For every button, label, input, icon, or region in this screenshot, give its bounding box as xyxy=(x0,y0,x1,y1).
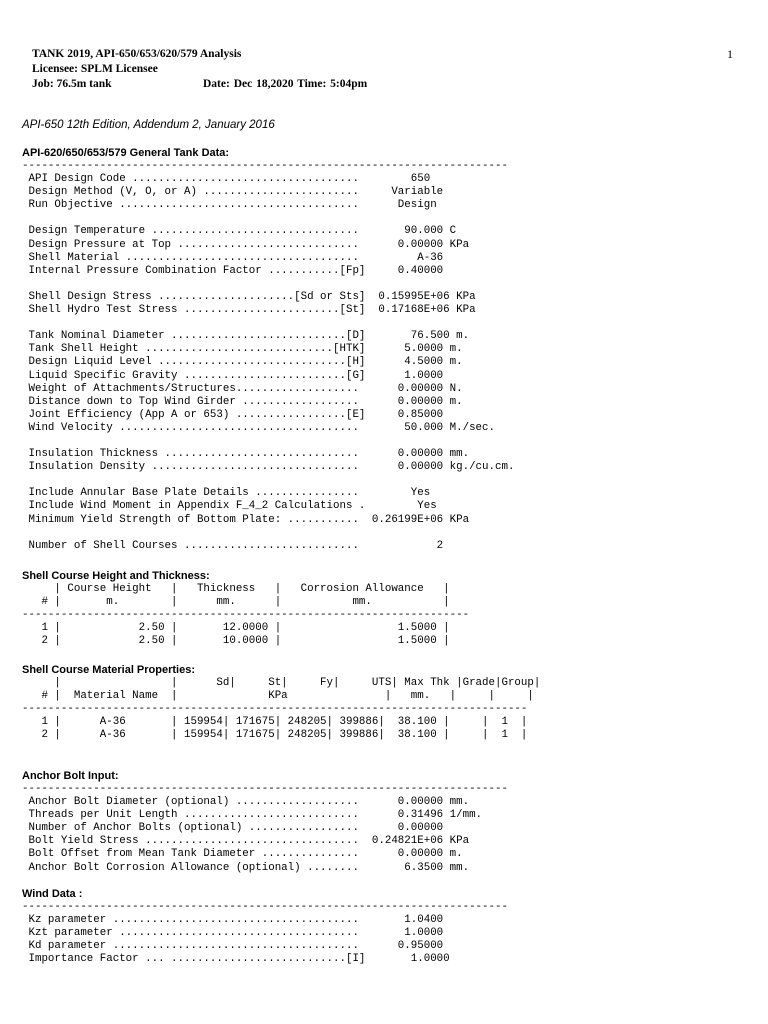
report-line: Include Annular Base Plate Details ................ Yes xyxy=(22,487,431,500)
report-line: Importance Factor ... ...........................[I] 1.0000 xyxy=(22,953,450,966)
report-line: Insulation Thickness .............................. 0.00000 mm. xyxy=(22,448,470,461)
report-line xyxy=(22,474,514,487)
report-line: Joint Efficiency (App A or 653) .................[E] 0.85000 xyxy=(22,408,444,421)
api-edition-note: API-650 12th Edition, Addendum 2, January 2016 xyxy=(22,119,275,131)
general-tank-data-heading: API-620/650/653/579 General Tank Data: xyxy=(22,147,230,159)
report-line: Insulation Density ................................ 0.00000 kg./cu.cm. xyxy=(22,461,515,474)
shell-material-heading: Shell Course Material Properties: xyxy=(22,664,195,676)
report-title: TANK 2019, API-650/653/620/579 Analysis xyxy=(32,48,242,60)
report-line: Anchor Bolt Diameter (optional) ................... 0.00000 mm. xyxy=(22,796,470,809)
licensee-line: Licensee: SPLM Licensee xyxy=(32,63,158,75)
report-line: Shell Material .................................... A-36 xyxy=(22,251,444,264)
report-line: API Design Code ................................... 650 xyxy=(22,173,431,186)
report-line: Kzt parameter ..................................... 1.0000 xyxy=(22,927,444,940)
separator-line: --------------------------------------------------------------------------- xyxy=(22,783,508,795)
report-line: Minimum Yield Strength of Bottom Plate: ........... 0.26199E+06 KPa xyxy=(22,513,470,526)
anchor-bolt-block xyxy=(22,783,508,875)
shell-course-height-heading: Shell Course Height and Thickness: xyxy=(22,570,210,582)
report-line: Anchor Bolt Corrosion Allowance (optional) ........ 6.3500 mm. xyxy=(22,861,470,874)
report-line xyxy=(22,278,514,291)
wind-data-heading: Wind Data : xyxy=(22,888,83,900)
report-line: Wind Velocity ..................................... 50.000 M./sec. xyxy=(22,421,495,434)
report-line: 2 | A-36 | 159954| 171675| 248205| 399886| 38.100 | | 1 | xyxy=(22,729,528,742)
shell-material-table xyxy=(22,677,540,742)
report-line: Design Temperature ................................ 90.000 C xyxy=(22,225,457,238)
separator-line: --------------------------------------------------------------------- xyxy=(22,609,470,622)
report-line: Number of Anchor Bolts (optional) ................. 0.00000 xyxy=(22,822,444,835)
report-line: Shell Design Stress .....................[Sd or Sts] 0.15995E+06 KPa xyxy=(22,290,476,303)
report-line xyxy=(22,527,514,540)
job-name: Job: 76.5m tank xyxy=(32,78,112,90)
report-line: Design Method (V, O, or A) ........................ Variable xyxy=(22,186,444,199)
report-line: Include Wind Moment in Appendix F_4_2 Calculations . Yes xyxy=(22,500,437,513)
report-line: Run Objective ..................................... Design xyxy=(22,199,437,212)
report-line: 1 | 2.50 | 12.0000 | 1.5000 | xyxy=(22,622,450,635)
report-line: 2 | 2.50 | 10.0000 | 1.5000 | xyxy=(22,635,450,648)
report-line: | Course Height | Thickness | Corrosion Allowance | xyxy=(22,583,450,595)
report-line: 1 | A-36 | 159954| 171675| 248205| 399886| 38.100 | | 1 | xyxy=(22,716,528,729)
report-line xyxy=(22,212,514,225)
wind-data-block xyxy=(22,901,508,966)
report-line: Kd parameter ...................................... 0.95000 xyxy=(22,940,444,953)
report-line: Shell Hydro Test Stress ........................[St] 0.17168E+06 KPa xyxy=(22,304,476,317)
separator-line: ------------------------------------------------------------------------------ xyxy=(22,703,528,716)
report-line: Tank Shell Height .............................[HTK] 5.0000 m. xyxy=(22,343,463,356)
report-line: Liquid Specific Gravity .........................[G] 1.0000 xyxy=(22,369,444,382)
report-line: # | Material Name | KPa | mm. | | | xyxy=(22,690,534,703)
report-line xyxy=(22,317,514,330)
report-line: Distance down to Top Wind Girder .................. 0.00000 m. xyxy=(22,395,463,408)
page-number: 1 xyxy=(727,47,733,61)
separator-line: --------------------------------------------------------------------------- xyxy=(22,160,508,172)
report-line: | | Sd| St| Fy| UTS| Max Thk |Grade|Group| xyxy=(22,677,541,689)
report-line: Tank Nominal Diameter ...........................[D] 76.500 m. xyxy=(22,330,470,343)
report-line: Weight of Attachments/Structures................... 0.00000 N. xyxy=(22,382,463,395)
report-line: Bolt Offset from Mean Tank Diameter ............... 0.00000 m. xyxy=(22,848,463,861)
report-line: Bolt Yield Stress ................................. 0.24821E+06 KPa xyxy=(22,835,470,848)
general-tank-data-block xyxy=(22,160,514,553)
report-line xyxy=(22,435,514,448)
report-line: Number of Shell Courses ........................... 2 xyxy=(22,539,444,552)
report-line: Threads per Unit Length ........................... 0.31496 1/mm. xyxy=(22,809,483,822)
report-line: # | m. | mm. | mm. | xyxy=(22,596,450,609)
shell-course-height-table xyxy=(22,583,469,648)
report-line: Design Pressure at Top ............................ 0.00000 KPa xyxy=(22,238,470,251)
report-line: Internal Pressure Combination Factor ...........[Fp] 0.40000 xyxy=(22,264,444,277)
report-date-time: Date: Dec 18,2020 Time: 5:04pm xyxy=(203,78,368,90)
report-line: Design Liquid Level .............................[H] 4.5000 m. xyxy=(22,356,463,369)
separator-line: --------------------------------------------------------------------------- xyxy=(22,901,508,913)
anchor-bolt-heading: Anchor Bolt Input: xyxy=(22,770,119,782)
report-line: Kz parameter ...................................... 1.0400 xyxy=(22,914,444,927)
